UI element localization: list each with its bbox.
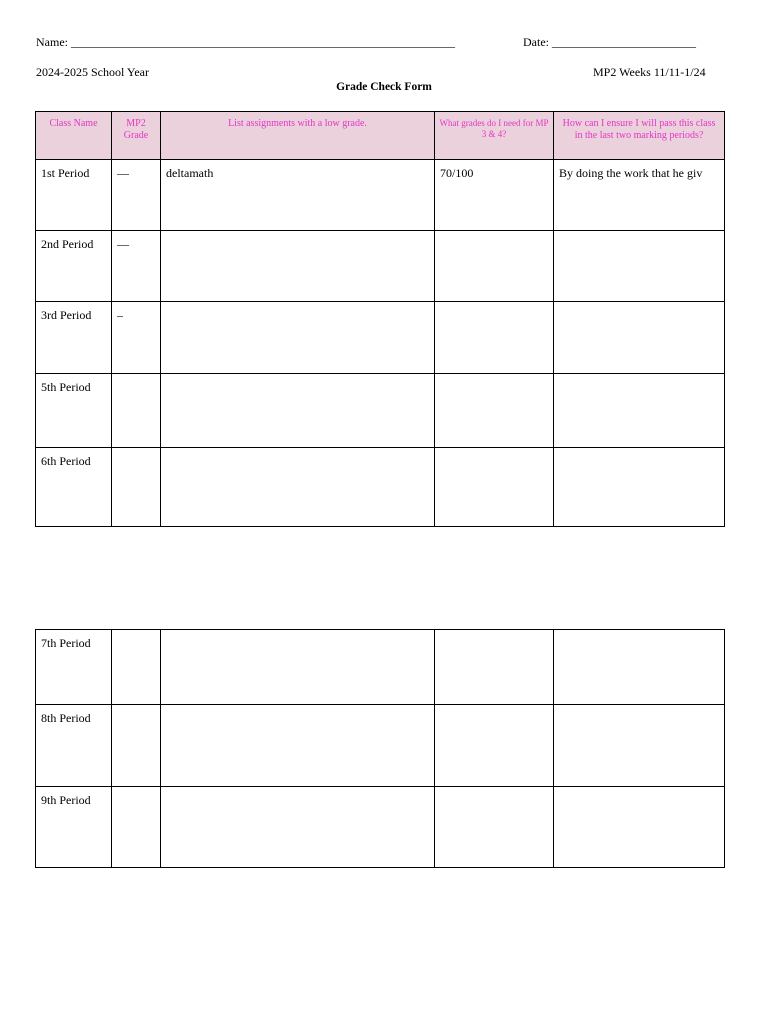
assignments-cell[interactable] (161, 705, 435, 787)
needed-cell[interactable] (435, 302, 554, 374)
grade-table-part1 (35, 111, 725, 527)
needed-cell[interactable] (435, 448, 554, 527)
period-cell: 8th Period (36, 705, 112, 787)
table-row (36, 448, 725, 527)
name-field[interactable]: Name: ________________________________________________________________ (36, 35, 455, 49)
grade-cell[interactable] (112, 374, 161, 448)
grade-cell[interactable]: — (112, 160, 161, 231)
period-cell: 7th Period (36, 630, 112, 705)
grade-table-part2 (35, 629, 725, 868)
plan-cell[interactable] (554, 302, 725, 374)
needed-cell[interactable] (435, 630, 554, 705)
grade-cell[interactable]: – (112, 302, 161, 374)
assignments-cell[interactable] (161, 302, 435, 374)
plan-cell[interactable] (554, 374, 725, 448)
plan-cell[interactable] (554, 448, 725, 527)
col-header-grades-needed: What grades do I need for MP 3 & 4? (435, 112, 554, 160)
grade-cell[interactable] (112, 787, 161, 868)
col-header-pass-plan: How can I ensure I will pass this class in the last two marking periods? (554, 112, 725, 160)
table-row (36, 630, 725, 705)
plan-cell[interactable] (554, 630, 725, 705)
grade-cell[interactable] (112, 448, 161, 527)
period-cell: 6th Period (36, 448, 112, 527)
needed-cell[interactable] (435, 787, 554, 868)
assignments-cell[interactable] (161, 374, 435, 448)
table-row (36, 302, 725, 374)
page-title: Grade Check Form (336, 81, 432, 93)
period-cell: 1st Period (36, 160, 112, 231)
needed-cell[interactable] (435, 705, 554, 787)
plan-cell[interactable] (554, 787, 725, 868)
table-row (36, 160, 725, 231)
needed-cell[interactable]: 70/100 (435, 160, 554, 231)
grade-cell[interactable] (112, 630, 161, 705)
assignments-cell[interactable]: deltamath (161, 160, 435, 231)
grade-cell[interactable]: — (112, 231, 161, 302)
period-cell: 3rd Period (36, 302, 112, 374)
col-header-low-grade-assignments: List assignments with a low grade. (161, 112, 435, 160)
table-row (36, 374, 725, 448)
grade-cell[interactable] (112, 705, 161, 787)
assignments-cell[interactable] (161, 231, 435, 302)
col-header-class-name: Class Name (36, 112, 112, 160)
needed-cell[interactable] (435, 231, 554, 302)
plan-cell[interactable]: By doing the work that he giv (554, 160, 725, 231)
plan-cell[interactable] (554, 231, 725, 302)
assignments-cell[interactable] (161, 448, 435, 527)
plan-cell[interactable] (554, 705, 725, 787)
assignments-cell[interactable] (161, 630, 435, 705)
needed-cell[interactable] (435, 374, 554, 448)
col-header-mp2-grade: MP2 Grade (112, 112, 161, 160)
school-year: 2024-2025 School Year (36, 65, 149, 79)
table-row (36, 787, 725, 868)
date-field[interactable]: Date: ________________________ (523, 35, 696, 49)
assignments-cell[interactable] (161, 787, 435, 868)
table-header-row (36, 112, 725, 160)
period-cell: 5th Period (36, 374, 112, 448)
mp-weeks: MP2 Weeks 11/11-1/24 (593, 65, 706, 79)
period-cell: 9th Period (36, 787, 112, 868)
period-cell: 2nd Period (36, 231, 112, 302)
table-row (36, 231, 725, 302)
table-row (36, 705, 725, 787)
